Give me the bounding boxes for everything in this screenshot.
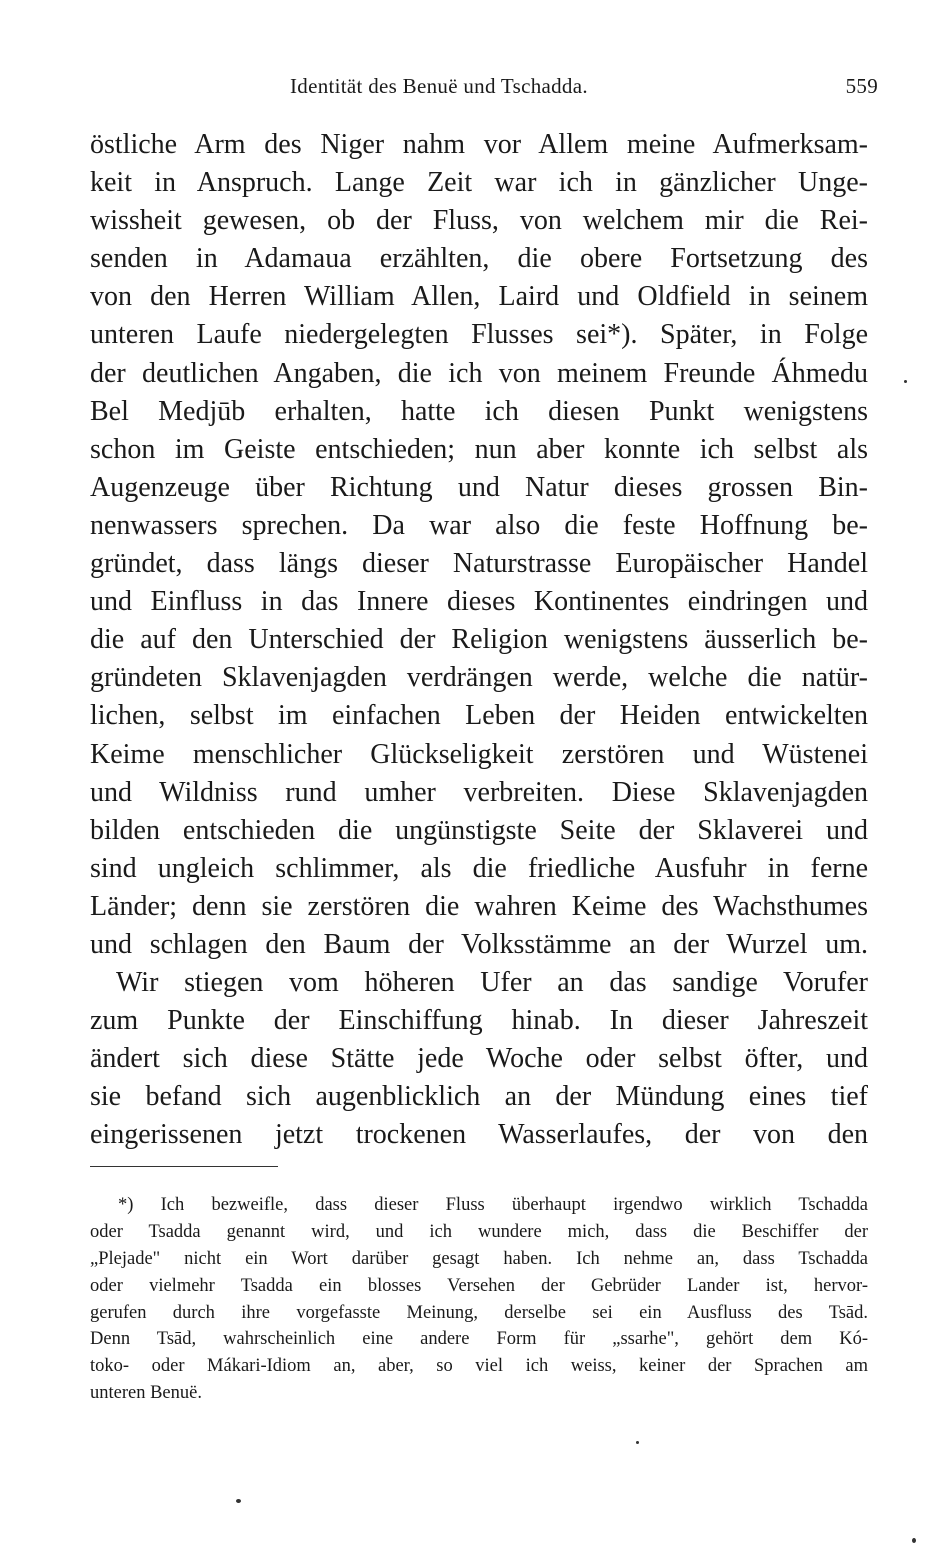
ink-speck	[904, 380, 907, 383]
paragraph-start-line: Wir stiegen vom höheren Ufer an das sandige Vorufer	[116, 967, 868, 999]
body-text	[90, 126, 868, 1155]
page-number: 559	[845, 74, 878, 98]
text-line: die auf den Unterschied der Religion wenigstens äusserlich be-	[90, 624, 868, 656]
ink-speck	[912, 1538, 916, 1543]
ink-speck	[636, 1441, 639, 1444]
text-line: von den Herren William Allen, Laird und Oldfield in seinem	[90, 281, 868, 313]
footnote-rule	[90, 1166, 278, 1167]
text-line: der deutlichen Angaben, die ich von meinem Freunde Áhmedu	[90, 357, 868, 389]
footnote-line: gerufen durch ihre vorgefasste Meinung, derselbe sei ein Ausfluss des Tsād.	[90, 1302, 868, 1323]
text-line: senden in Adamaua erzählten, die obere Fortsetzung des	[90, 243, 868, 275]
running-title: Identität des Benuë und Tschadda.	[290, 74, 588, 98]
text-line: sie befand sich augenblicklich an der Mündung eines tief	[90, 1081, 868, 1113]
footnote	[90, 1192, 868, 1407]
text-line: Augenzeuge über Richtung und Natur dieses grossen Bin-	[90, 471, 868, 503]
footnote-line: oder vielmehr Tsadda ein blosses Versehen der Gebrüder Lander ist, hervor-	[90, 1275, 868, 1296]
footnote-line: Denn Tsād, wahrscheinlich eine andere Form für „ssarhe", gehört dem Kó-	[90, 1329, 868, 1350]
ink-speck	[236, 1499, 241, 1503]
text-line: Länder; denn sie zerstören die wahren Keime des Wachsthumes	[90, 890, 868, 922]
footnote-line: toko- oder Mákari-Idiom an, aber, so viel ich weiss, keiner der Sprachen am	[90, 1356, 868, 1377]
text-line: gründeten Sklavenjagden verdrängen werde, welche die natür-	[90, 662, 868, 694]
text-line: und schlagen den Baum der Volksstämme an der Wurzel um.	[90, 928, 868, 960]
text-line: zum Punkte der Einschiffung hinab. In dieser Jahreszeit	[90, 1005, 868, 1037]
running-head	[90, 74, 878, 102]
text-line: eingerissenen jetzt trockenen Wasserlaufes, der von den	[90, 1119, 868, 1151]
text-line: gründet, dass längs dieser Naturstrasse Europäischer Handel	[90, 548, 868, 580]
text-line: keit in Anspruch. Lange Zeit war ich in gänzlicher Unge-	[90, 167, 868, 199]
text-line: Bel Medjūb erhalten, hatte ich diesen Punkt wenigstens	[90, 395, 868, 427]
text-line: ändert sich diese Stätte jede Woche oder selbst öfter, und	[90, 1043, 868, 1075]
text-line: sind ungleich schlimmer, als die friedliche Ausfuhr in ferne	[90, 852, 868, 884]
text-line: und Einfluss in das Innere dieses Kontinentes eindringen und	[90, 586, 868, 618]
text-line: Keime menschlicher Glückseligkeit zerstören und Wüstenei	[90, 738, 868, 770]
text-line: schon im Geiste entschieden; nun aber konnte ich selbst als	[90, 433, 868, 465]
text-line: nenwassers sprechen. Da war also die feste Hoffnung be-	[90, 509, 868, 541]
footnote-line: oder Tsadda genannt wird, und ich wundere mich, dass die Beschiffer der	[90, 1221, 868, 1242]
text-line: lichen, selbst im einfachen Leben der Heiden entwickelten	[90, 700, 868, 732]
text-line: wissheit gewesen, ob der Fluss, von welchem mir die Rei-	[90, 205, 868, 237]
text-line: östliche Arm des Niger nahm vor Allem meine Aufmerksam-	[90, 129, 868, 160]
text-line: und Wildniss rund umher verbreiten. Diese Sklavenjagden	[90, 776, 868, 808]
footnote-line: *) Ich bezweifle, dass dieser Fluss überhaupt irgendwo wirklich Tschadda	[118, 1195, 868, 1215]
text-line: unteren Laufe niedergelegten Flusses sei*). Später, in Folge	[90, 319, 868, 351]
footnote-line: unteren Benuë.	[90, 1383, 202, 1404]
footnote-line: „Plejade" nicht ein Wort darüber gesagt haben. Ich nehme an, dass Tschadda	[90, 1248, 868, 1269]
text-line: bilden entschieden die ungünstigste Seite der Sklaverei und	[90, 814, 868, 846]
